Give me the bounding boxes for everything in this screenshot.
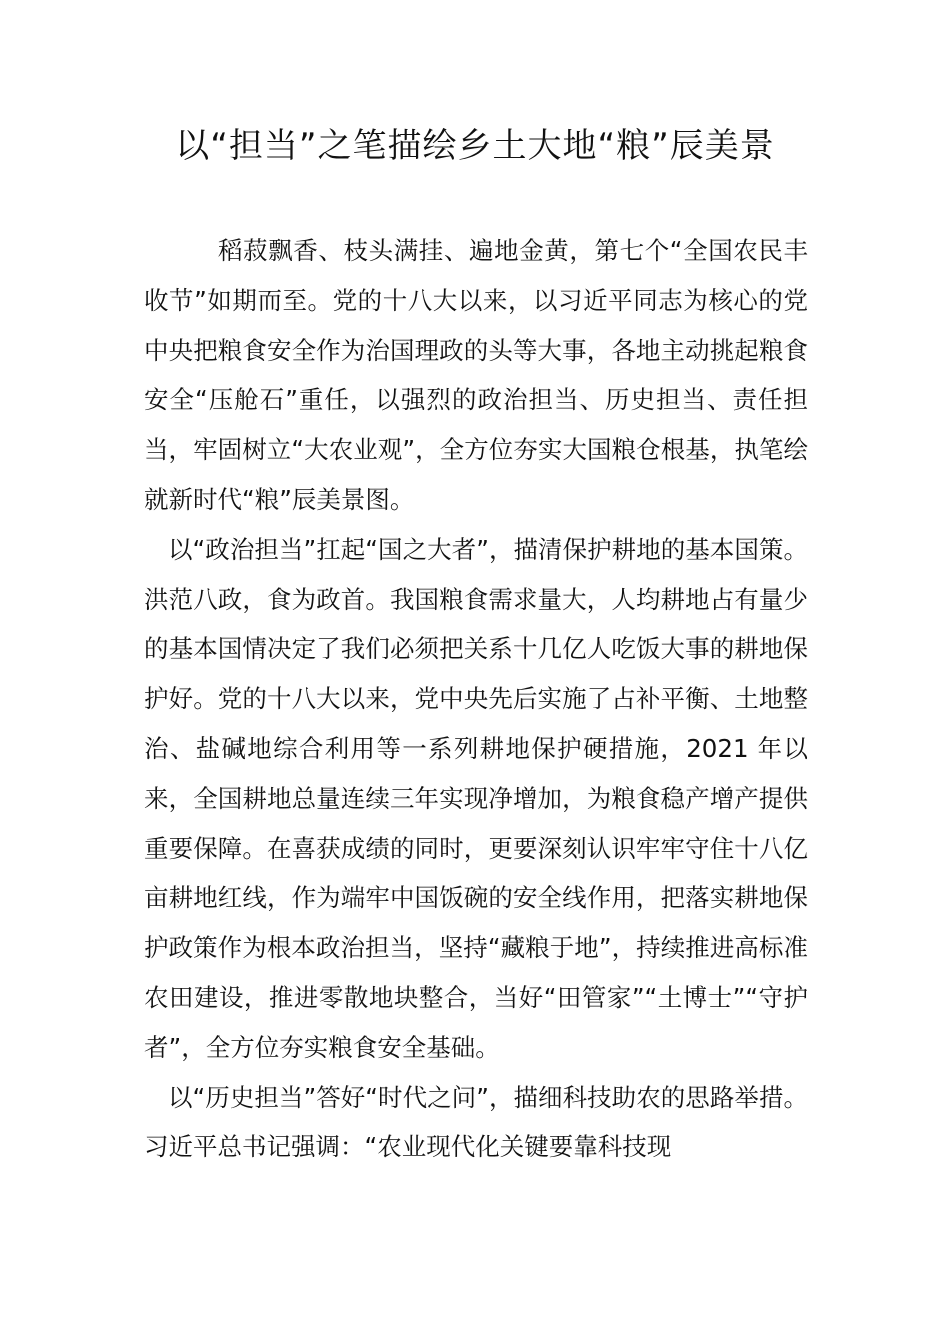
paragraph-intro: 稻菽飘香、枝头满挂、遍地金黄，第七个“全国农民丰收节”如期而至。党的十八大以来，以习近平同志为核心的党中央把粮食安全作为治国理政的头等大事，各地主动挑起粮食安全“压舱石”重任，以强烈的政治担当、历史担当、责任担当，牢固树立“大农业观”，全方位夯实大国粮仓根基，执笔绘就新时代“粮”辰美景图。 — [144, 236, 808, 514]
document-body — [144, 226, 808, 1172]
paragraph-historical-responsibility: 以“历史担当”答好“时代之问”，描细科技助农的思路举措。习近平总书记强调：“农业现代化关键要靠科技现 — [144, 1082, 808, 1162]
document-title: 以“担当”之笔描绘乡土大地“粮”辰美景 — [175, 126, 775, 166]
paragraph-political-responsibility: 以“政治担当”扛起“国之大者”，描清保护耕地的基本国策。洪范八政，食为政首。我国粮食需求量大，人均耕地占有量少的基本国情决定了我们必须把关系十几亿人吃饭大事的耕地保护好。党的十八大以来，党中央先后实施了占补平衡、土地整治、盐碱地综合利用等一系列耕地保护硬措施，2021 年以来，全国耕地总量连续三年实现净增加，为粮食稳产增产提供重要保障。在喜获成绩的同时，更要深刻认识牢牢守住十八亿亩耕地红线，作为端牢中国饭碗的安全线作用，把落实耕地保护政策作为根本政治担当，坚持“藏粮于地”，持续推进高标准农田建设，推进零散地块整合，当好“田管家”“土博士”“守护者”，全方位夯实粮食安全基础。 — [144, 534, 808, 1062]
